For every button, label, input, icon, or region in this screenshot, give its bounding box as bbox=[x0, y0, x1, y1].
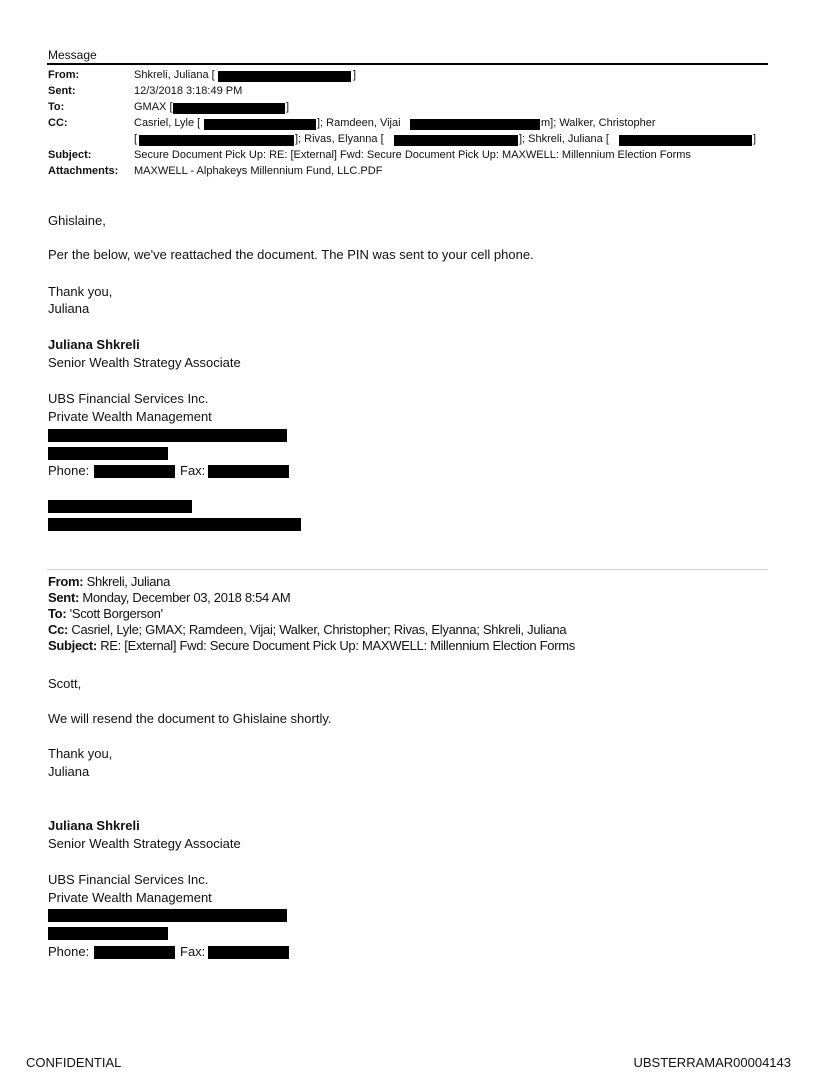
header-rule bbox=[47, 63, 768, 65]
sent-value: 12/3/2018 3:18:49 PM bbox=[134, 85, 243, 97]
signature-division: Private Wealth Management bbox=[48, 409, 212, 424]
from-end: ] bbox=[353, 69, 357, 81]
closing: Thank you, bbox=[48, 746, 113, 761]
redaction bbox=[410, 119, 540, 130]
redaction bbox=[139, 135, 294, 146]
redaction bbox=[48, 500, 192, 513]
greeting: Ghislaine, bbox=[48, 213, 106, 228]
footer-confidential: CONFIDENTIAL bbox=[26, 1055, 122, 1070]
sender-short-name: Juliana bbox=[48, 764, 90, 779]
phone-label: Phone: bbox=[48, 463, 90, 478]
redaction bbox=[48, 429, 287, 442]
footer-bates-number: UBSTERRAMAR00004143 bbox=[633, 1055, 791, 1070]
redaction bbox=[48, 447, 168, 460]
cc-line2-d: ] bbox=[753, 133, 757, 145]
quoted-cc: Cc: Casriel, Lyle; GMAX; Ramdeen, Vijai; Walker, Christopher; Rivas, Elyanna; Shkreli, Juliana bbox=[48, 622, 567, 637]
redaction bbox=[173, 103, 285, 114]
redaction bbox=[94, 465, 175, 478]
redaction bbox=[48, 927, 168, 940]
redaction bbox=[208, 465, 289, 478]
quoted-subject: Subject: RE: [External] Fwd: Secure Document Pick Up: MAXWELL: Millennium Election Forms bbox=[48, 638, 575, 653]
paragraph: We will resend the document to Ghislaine shortly. bbox=[48, 711, 332, 726]
subject-label: Subject: bbox=[48, 149, 92, 161]
fax-label: Fax: bbox=[180, 463, 206, 478]
cc-line1-c: m]; Walker, Christopher bbox=[541, 117, 656, 129]
redaction bbox=[394, 135, 518, 146]
signature-division: Private Wealth Management bbox=[48, 890, 212, 905]
redaction bbox=[204, 119, 316, 130]
greeting: Scott, bbox=[48, 676, 82, 691]
fax-label: Fax: bbox=[180, 944, 206, 959]
attachment-link[interactable]: MAXWELL - Alphakeys Millennium Fund, LLC.PDF bbox=[134, 165, 383, 177]
subject-value: Secure Document Pick Up: RE: [External] Fwd: Secure Document Pick Up: MAXWELL: Millennium Election Forms bbox=[134, 149, 691, 161]
redaction bbox=[48, 909, 287, 922]
redaction bbox=[208, 946, 289, 959]
signature-name: Juliana Shkreli bbox=[48, 818, 140, 833]
from-label: From: bbox=[48, 69, 80, 81]
cc-label: CC: bbox=[48, 117, 68, 129]
attachments-label: Attachments: bbox=[48, 165, 119, 177]
closing: Thank you, bbox=[48, 284, 113, 299]
cc-line2-b: ]; Rivas, Elyanna [ bbox=[295, 133, 384, 145]
paragraph: Per the below, we've reattached the document. The PIN was sent to your cell phone. bbox=[48, 247, 534, 262]
cc-line1-a: Casriel, Lyle [ bbox=[134, 117, 201, 129]
sender-short-name: Juliana bbox=[48, 301, 90, 316]
phone-label: Phone: bbox=[48, 944, 90, 959]
cc-line2-a: [ bbox=[134, 133, 138, 145]
signature-title: Senior Wealth Strategy Associate bbox=[48, 836, 241, 851]
signature-company: UBS Financial Services Inc. bbox=[48, 872, 209, 887]
message-title: Message bbox=[48, 48, 97, 62]
message-separator bbox=[47, 569, 768, 570]
quoted-from: From: Shkreli, Juliana bbox=[48, 574, 171, 589]
signature-name: Juliana Shkreli bbox=[48, 337, 140, 352]
quoted-to: To: 'Scott Borgerson' bbox=[48, 606, 163, 621]
redaction bbox=[94, 946, 175, 959]
quoted-sent: Sent: Monday, December 03, 2018 8:54 AM bbox=[48, 590, 291, 605]
signature-company: UBS Financial Services Inc. bbox=[48, 391, 209, 406]
redaction bbox=[619, 135, 752, 146]
redaction bbox=[48, 518, 301, 531]
redaction bbox=[218, 71, 351, 82]
cc-line2-c: ]; Shkreli, Juliana [ bbox=[519, 133, 609, 145]
to-value: GMAX [ bbox=[134, 101, 173, 113]
signature-title: Senior Wealth Strategy Associate bbox=[48, 355, 241, 370]
cc-line1-b: ]; Ramdeen, Vijai bbox=[317, 117, 401, 129]
sent-label: Sent: bbox=[48, 85, 76, 97]
to-label: To: bbox=[48, 101, 65, 113]
from-value: Shkreli, Juliana [ bbox=[134, 69, 215, 81]
to-end: ] bbox=[286, 101, 290, 113]
